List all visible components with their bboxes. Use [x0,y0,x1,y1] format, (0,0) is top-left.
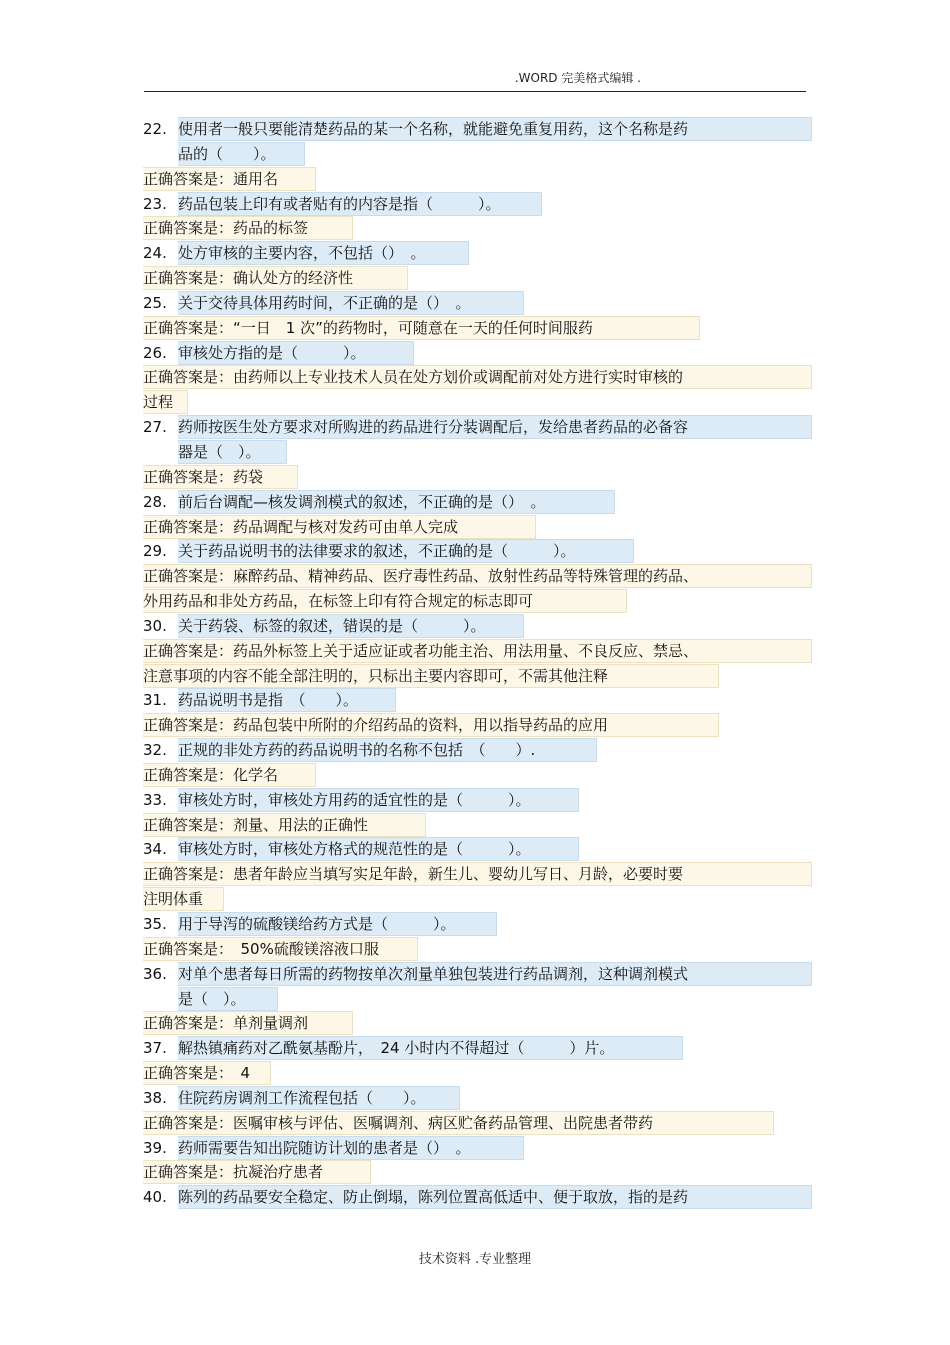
question-text: 关于药袋、标签的叙述，错误的是（ ）。 [178,614,524,638]
answer-text: 正确答案是：药品的标签 [143,216,353,240]
question-number: 35. [143,915,167,933]
answer-line [143,639,808,664]
question-number: 25. [143,293,167,312]
answer-line [143,937,808,962]
question-line [143,837,808,862]
question-text: 前后台调配—核发调剂模式的叙述，不正确的是（） 。 [178,490,615,514]
question-number: 38. [143,1088,167,1107]
question-number: 28. [143,492,167,511]
question-line [143,415,808,440]
page-header [144,64,806,92]
answer-line [143,763,808,788]
answer-text: 正确答案是：单剂量调剂 [143,1011,353,1035]
question-text: 品的（ ）。 [178,142,305,166]
answer-text: 正确答案是：药品调配与核对发药可由单人完成 [143,515,536,539]
question-number: 36. [143,964,167,983]
question-line [143,738,808,763]
answer-text: 正确答案是：抗凝治疗患者 [143,1160,371,1184]
question-continuation [143,440,808,465]
question-text: 对单个患者每日所需的药物按单次剂量单独包装进行药品调剂，这种调剂模式 [178,962,812,986]
question-number: 29. [143,542,167,561]
question-number: 31. [143,691,167,710]
answer-line [143,1011,808,1036]
question-number: 30. [143,616,167,635]
question-number: 34. [143,840,167,859]
question-text: 药师需要告知出院随访计划的患者是（） 。 [178,1136,524,1160]
answer-text: 外用药品和非处方药品，在标签上印有符合规定的标志即可 [143,589,627,613]
answer-line [143,316,808,341]
answer-text: 正确答案是：由药师以上专业技术人员在处方划价或调配前对处方进行实时审核的 [143,365,812,389]
answer-line [143,167,808,192]
question-line [143,490,808,515]
answer-text: 过程 [143,390,188,414]
answer-text: 正确答案是：药品包装中所附的介绍药品的资料，用以指导药品的应用 [143,713,719,737]
answer-text: 正确答案是：药袋 [143,465,298,489]
answer-text: 正确答案是：确认处方的经济性 [143,266,408,290]
question-line [143,688,808,713]
question-line [143,539,808,564]
question-number: 24. [143,244,167,263]
answer-continuation [143,664,808,689]
answer-line [143,266,808,291]
question-number: 27. [143,418,167,437]
question-text: 关于药品说明书的法律要求的叙述，不正确的是（ ）。 [178,539,634,563]
answer-text: 正确答案是：医嘱审核与评估、医嘱调剂、病区贮备药品管理、出院患者带药 [143,1111,774,1135]
question-line [143,341,808,366]
question-number: 22. [143,120,167,138]
question-line [143,291,808,316]
question-continuation [143,142,808,167]
answer-line [143,1061,808,1086]
question-line [143,1086,808,1111]
answer-line [143,713,808,738]
question-text: 审核处方指的是（ ）。 [178,341,414,365]
answer-text: 正确答案是：通用名 [143,167,316,191]
answer-text: 注意事项的内容不能全部注明的，只标出主要内容即可，不需其他注释 [143,664,719,688]
answer-text: 正确答案是：化学名 [143,763,316,787]
question-text: 处方审核的主要内容，不包括（） 。 [178,241,469,265]
question-line [143,241,808,266]
question-text: 住院药房调剂工作流程包括（ ）。 [178,1086,460,1110]
question-number: 32. [143,741,167,760]
answer-continuation [143,589,808,614]
answer-text: 正确答案是：药品外标签上关于适应证或者功能主治、用法用量、不良反应、禁忌、 [143,639,812,663]
question-text: 药品包装上印有或者贴有的内容是指（ ）。 [178,192,542,216]
question-line [143,912,808,937]
question-text: 药品说明书是指 （ ）。 [178,688,396,712]
question-number: 40. [143,1188,167,1207]
answer-text: 正确答案是： 50%硫酸镁溶液口服 [143,937,418,961]
question-text: 器是（ ）。 [178,440,287,464]
answer-line [143,465,808,490]
answer-continuation [143,390,808,415]
answer-text: 正确答案是： 4 [143,1061,271,1085]
answer-line [143,1160,808,1185]
question-number: 39. [143,1138,167,1157]
question-continuation [143,987,808,1012]
answer-line [143,1111,808,1136]
question-text: 解热镇痛药对乙酰氨基酚片， 24 小时内不得超过（ ）片。 [178,1036,683,1060]
answer-text: 正确答案是：剂量、用法的正确性 [143,813,426,837]
header-text: .WORD 完美格式编辑 . [514,71,641,85]
question-line [143,117,808,142]
answer-line [143,365,808,390]
question-text: 审核处方时，审核处方格式的规范性的是（ ）。 [178,837,579,861]
question-list [143,117,808,1210]
answer-text: 正确答案是：“一日 1 次”的药物时，可随意在一天的任何时间服药 [143,316,700,340]
question-line [143,788,808,813]
question-line [143,962,808,987]
question-text: 审核处方时，审核处方用药的适宜性的是（ ）。 [178,788,579,812]
answer-line [143,813,808,838]
answer-line [143,564,808,589]
question-text: 药师按医生处方要求对所购进的药品进行分装调配后，发给患者药品的必备容 [178,415,812,439]
question-line [143,614,808,639]
question-line [143,1036,808,1061]
answer-text: 注明体重 [143,887,224,911]
question-line [143,1185,808,1210]
question-line [143,1136,808,1161]
answer-line [143,515,808,540]
question-text: 正规的非处方药的药品说明书的名称不包括 （ ）. [178,738,597,762]
question-number: 33. [143,790,167,809]
answer-line [143,862,808,887]
question-number: 26. [143,343,167,362]
page-footer: 技术资料 .专业整理 [418,1252,532,1267]
question-text: 使用者一般只要能清楚药品的某一个名称，就能避免重复用药，这个名称是药 [178,117,812,141]
question-number: 23. [143,194,167,213]
question-text: 用于导泻的硫酸镁给药方式是（ ）。 [178,912,497,936]
answer-line [143,216,808,241]
question-text: 陈列的药品要安全稳定、防止倒塌，陈列位置高低适中、便于取放，指的是药 [178,1185,812,1209]
answer-text: 正确答案是：患者年龄应当填写实足年龄，新生儿、婴幼儿写日、月龄，必要时要 [143,862,812,886]
answer-text: 正确答案是：麻醉药品、精神药品、医疗毒性药品、放射性药品等特殊管理的药品、 [143,564,812,588]
question-text: 是（ ）。 [178,987,278,1011]
question-line [143,192,808,217]
answer-continuation [143,887,808,912]
question-text: 关于交待具体用药时间，不正确的是（） 。 [178,291,524,315]
question-number: 37. [143,1039,167,1058]
